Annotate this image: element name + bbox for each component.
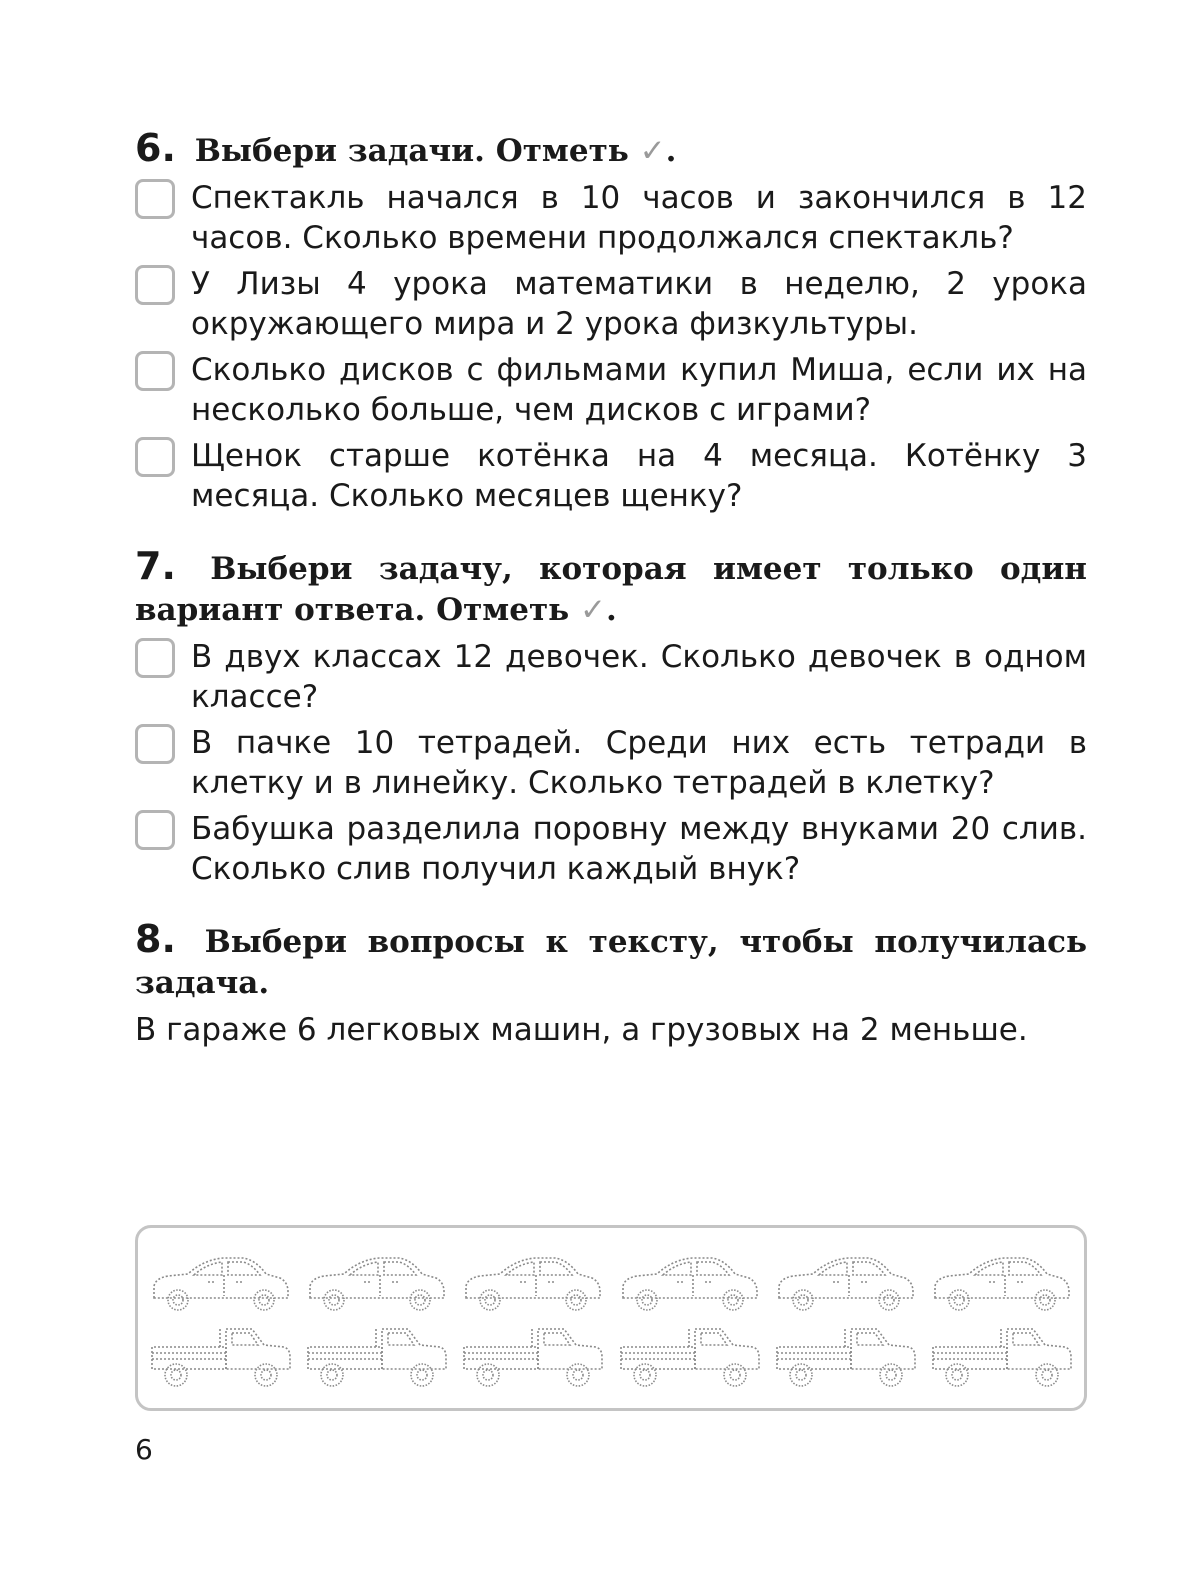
truck-icon xyxy=(617,1323,762,1391)
option-item xyxy=(135,637,1087,717)
check-mark-icon: ✓ xyxy=(580,592,606,628)
heading-punct: . xyxy=(606,592,617,628)
task-instruction: Выбери задачи. Отметь xyxy=(194,133,629,169)
task-number: 6. xyxy=(135,126,176,170)
option-text: Бабушка разделила поровну между внуками 20 слив. Сколько слив получил каждый внук? xyxy=(191,811,1087,887)
trucks-row xyxy=(148,1323,1074,1391)
option-text: Спектакль начался в 10 часов и закончился в 12 часов. Сколько времени продолжался спектакль? xyxy=(191,180,1087,256)
checkbox[interactable] xyxy=(135,437,175,477)
truck-icon xyxy=(460,1323,605,1391)
car-icon xyxy=(929,1248,1074,1316)
checkbox[interactable] xyxy=(135,724,175,764)
task-heading xyxy=(135,546,1087,631)
car-icon xyxy=(617,1248,762,1316)
option-item xyxy=(135,178,1087,258)
option-item xyxy=(135,723,1087,803)
truck-icon xyxy=(148,1323,293,1391)
vehicles-illustration xyxy=(135,1225,1087,1411)
car-icon xyxy=(148,1248,293,1316)
checkbox[interactable] xyxy=(135,179,175,219)
task-text: В гараже 6 легковых машин, а грузовых на 2 меньше. xyxy=(135,1012,1028,1048)
car-icon xyxy=(460,1248,605,1316)
option-text: У Лизы 4 урока математики в неделю, 2 урока окружающего мира и 2 урока физкультуры. xyxy=(191,266,1087,342)
page-number: 6 xyxy=(135,1433,153,1466)
task-7 xyxy=(135,546,1087,889)
task-6 xyxy=(135,128,1087,516)
checkbox[interactable] xyxy=(135,265,175,305)
check-mark-icon: ✓ xyxy=(639,133,666,169)
option-text: В пачке 10 тетрадей. Среди них есть тетради в клетку и в линейку. Сколько тетрадей в клетку? xyxy=(191,725,1087,801)
task-instruction: Выбери вопросы к тексту, чтобы получилась задача. xyxy=(135,924,1087,1001)
heading-punct: . xyxy=(665,133,677,169)
checkbox[interactable] xyxy=(135,351,175,391)
task-number: 8. xyxy=(135,917,176,961)
car-icon xyxy=(304,1248,449,1316)
checkbox[interactable] xyxy=(135,810,175,850)
truck-icon xyxy=(304,1323,449,1391)
task-heading xyxy=(135,919,1087,1004)
option-text: Щенок старше котёнка на 4 месяца. Котёнку 3 месяца. Сколько месяцев щенку? xyxy=(191,438,1087,514)
cars-row xyxy=(148,1248,1074,1316)
worksheet xyxy=(135,128,1087,1080)
option-item xyxy=(135,350,1087,430)
checkbox[interactable] xyxy=(135,638,175,678)
truck-icon xyxy=(929,1323,1074,1391)
option-text: В двух классах 12 девочек. Сколько девочек в одном классе? xyxy=(191,639,1087,715)
truck-icon xyxy=(773,1323,918,1391)
task-number: 7. xyxy=(135,544,176,588)
task-heading xyxy=(135,128,1087,172)
car-icon xyxy=(773,1248,918,1316)
task-instruction: Выбери задачу, которая имеет только один вариант ответа. Отметь xyxy=(135,551,1087,628)
option-item xyxy=(135,264,1087,344)
task-8 xyxy=(135,919,1087,1050)
option-item xyxy=(135,436,1087,516)
option-text: Сколько дисков с фильмами купил Миша, если их на несколько больше, чем дисков с играми? xyxy=(191,352,1087,428)
option-item xyxy=(135,809,1087,889)
